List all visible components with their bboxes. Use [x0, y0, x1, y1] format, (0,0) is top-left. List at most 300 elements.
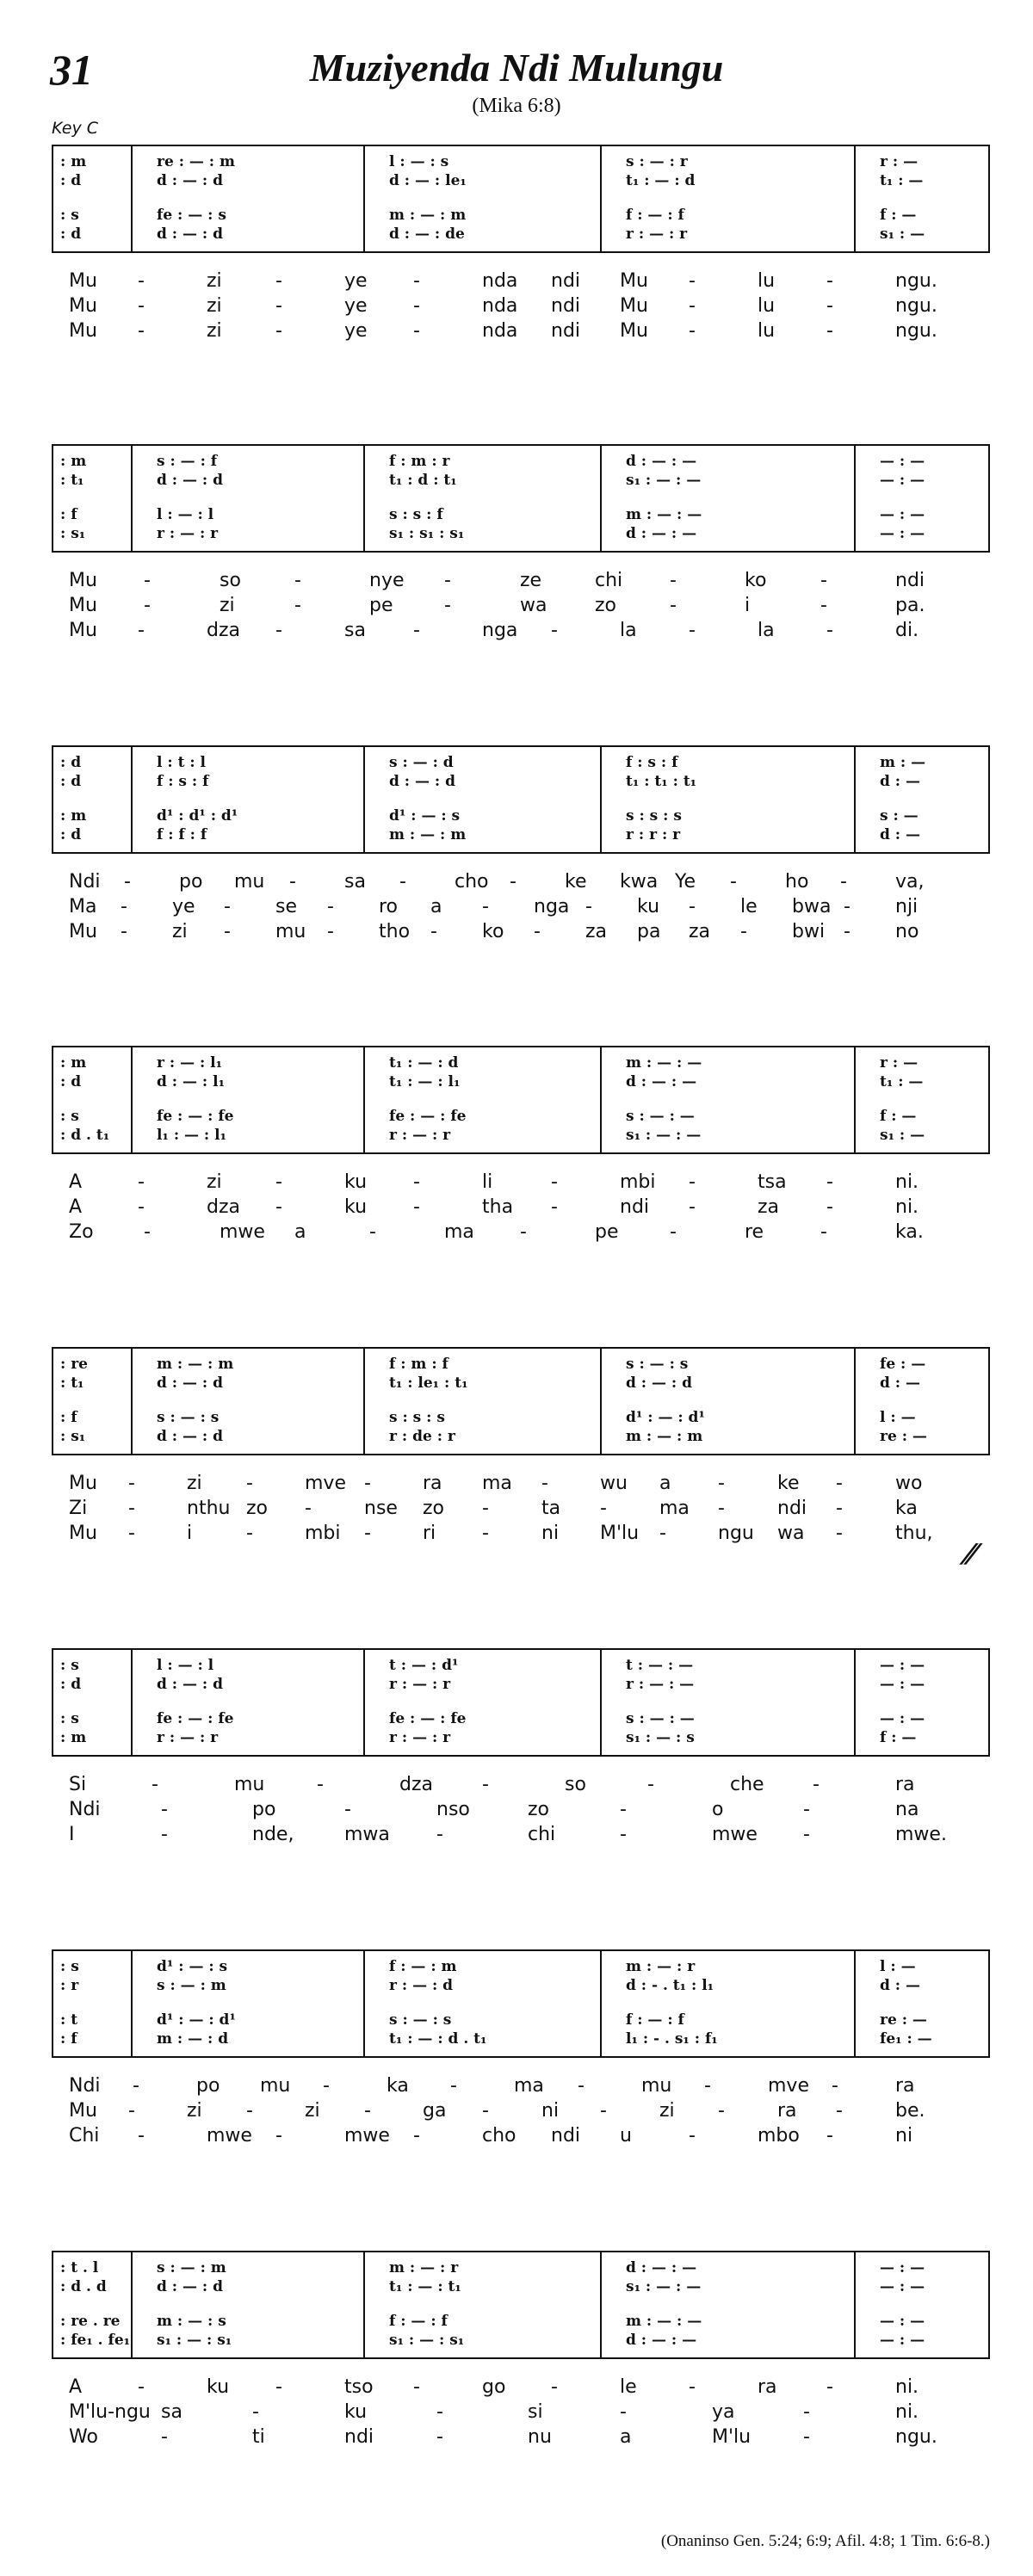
measure-notes: — : —	[880, 525, 925, 542]
notation-system	[52, 1046, 990, 1330]
measure-notes: — : —	[880, 453, 925, 470]
measure-notes: d : — : —	[626, 1073, 697, 1090]
lyric-syllable: -	[144, 570, 151, 591]
measure-notes: l : t : l	[157, 754, 206, 771]
measure-notes: d : — : d	[626, 1374, 692, 1392]
lyric-syllable: -	[620, 1799, 627, 1820]
voice-row	[53, 1054, 992, 1075]
solfa-staff	[52, 745, 990, 854]
lyric-syllable: -	[275, 2376, 282, 2398]
lyric-syllable: dza	[207, 620, 240, 641]
lyric-syllable: M'lu-ngu	[69, 2401, 151, 2423]
notation-system	[52, 1648, 990, 1932]
measure-notes: l : — : s	[389, 153, 449, 170]
measure-notes: f : — : m	[389, 1958, 457, 1975]
measure-notes: s : — : f	[157, 453, 218, 470]
lyric-syllable: Wo	[69, 2426, 98, 2448]
lyric-syllable: Mu	[69, 1523, 97, 1544]
measure-notes: d : — : de	[389, 225, 465, 243]
lyric-syllable: -	[803, 2426, 810, 2448]
lyric-syllable: -	[369, 1221, 376, 1243]
lyric-syllable: po	[179, 871, 203, 893]
measure-notes: d : — : d	[157, 172, 223, 189]
lyric-syllable: kwa	[620, 871, 659, 893]
measure-notes: l₁ : — : l₁	[157, 1127, 227, 1144]
lyric-syllable: zo	[423, 1498, 445, 1519]
lyric-syllable: ra	[895, 2075, 915, 2097]
lyric-syllable: ya	[712, 2401, 735, 2423]
measure-notes: s : — : m	[157, 2259, 226, 2276]
lyric-syllable: Mu	[69, 595, 97, 616]
lyric-syllable: -	[820, 570, 827, 591]
measure-notes: — : —	[880, 2332, 925, 2349]
lyric-syllable: -	[430, 921, 437, 942]
lyric-syllable: po	[196, 2075, 220, 2097]
measure-notes: — : —	[880, 506, 925, 523]
measure-notes: s₁ : — : —	[626, 472, 702, 489]
lyric-syllable: mve	[305, 1473, 346, 1494]
hymn-subtitle: (Mika 6:8)	[472, 95, 561, 117]
lyric-syllable: ndi	[620, 1196, 650, 1218]
lyric-syllable: -	[246, 2100, 253, 2122]
lyric-syllable: -	[444, 570, 451, 591]
measure-notes: m : — : s	[157, 2313, 226, 2330]
lyric-syllable: -	[689, 2125, 696, 2147]
lyric-syllable: Mu	[620, 320, 648, 342]
measure-notes: d¹ : — : d¹	[157, 2011, 236, 2029]
lyric-syllable: o	[712, 1799, 724, 1820]
lyric-syllable: -	[826, 2125, 833, 2147]
measure-notes: : d	[60, 773, 82, 790]
measure-notes: d : — : —	[626, 525, 697, 542]
hymn-number: 31	[50, 46, 93, 94]
lyric-syllable: -	[138, 1196, 145, 1218]
lyric-syllable: -	[659, 1523, 666, 1544]
lyric-syllable: ngu.	[895, 320, 937, 342]
voice-row	[53, 1409, 992, 1430]
lyric-syllable: ma	[482, 1473, 512, 1494]
lyric-syllable: mu	[260, 2075, 291, 2097]
measure-notes: s : — : —	[626, 1108, 695, 1125]
lyric-syllable: zi	[220, 595, 235, 616]
lyric-syllable: ku	[344, 1171, 368, 1193]
lyric-syllable: le	[740, 896, 758, 917]
measure-notes: — : —	[880, 2278, 925, 2295]
measure-notes: l₁ : - . s₁ : f₁	[626, 2030, 718, 2048]
lyric-syllable: so	[220, 570, 241, 591]
lyric-syllable: Mu	[69, 295, 97, 317]
lyric-syllable: Ndi	[69, 2075, 101, 2097]
measure-notes: re : —	[880, 1428, 927, 1445]
voice-row	[53, 1657, 992, 1677]
lyric-syllable: ka	[387, 2075, 409, 2097]
measure-notes: f : — : f	[389, 2313, 448, 2330]
lyric-syllable: -	[585, 896, 592, 917]
lyric-syllable: wa	[777, 1523, 805, 1544]
lyric-syllable: -	[138, 1171, 145, 1193]
lyric-syllable: -	[275, 620, 282, 641]
lyric-syllable: u	[620, 2125, 632, 2147]
lyric-syllable: Mu	[69, 620, 97, 641]
lyric-syllable: -	[620, 2401, 627, 2423]
lyric-syllable: -	[413, 270, 420, 292]
measure-notes: re : — : m	[157, 153, 235, 170]
measure-notes: r : — : r	[389, 1676, 451, 1693]
lyric-line	[52, 896, 990, 920]
measure-notes: s₁ : — : —	[626, 1127, 702, 1144]
lyric-syllable: -	[826, 320, 833, 342]
measure-notes: d : — : d	[157, 225, 223, 243]
voice-row	[53, 1676, 992, 1696]
measure-notes: — : —	[880, 472, 925, 489]
lyric-syllable: -	[138, 270, 145, 292]
lyric-syllable: -	[413, 2376, 420, 2398]
lyric-syllable: ndi	[777, 1498, 807, 1519]
lyric-syllable: -	[364, 2100, 371, 2122]
measure-notes: r : — : r	[157, 525, 219, 542]
lyric-syllable: nde,	[252, 1824, 294, 1845]
measure-notes: : f	[60, 506, 77, 523]
lyric-syllable: -	[294, 595, 301, 616]
lyric-syllable: ngu.	[895, 295, 937, 317]
voice-row	[53, 826, 992, 847]
lyric-syllable: M'lu	[712, 2426, 752, 2448]
lyric-syllable: Ye	[675, 871, 696, 893]
lyric-syllable: mu	[234, 871, 265, 893]
lyric-syllable: zo	[595, 595, 617, 616]
measure-notes: f : m : r	[389, 453, 450, 470]
measure-notes: : re . re	[60, 2313, 121, 2330]
measure-notes: t₁ : — : d . t₁	[389, 2030, 487, 2048]
lyric-syllable: -	[813, 1774, 820, 1795]
lyric-syllable: -	[620, 1824, 627, 1845]
measure-notes: d : — : d	[389, 773, 455, 790]
lyric-syllable: zi	[305, 2100, 320, 2122]
lyric-syllable: che	[730, 1774, 764, 1795]
measure-notes: d¹ : — : s	[157, 1958, 228, 1975]
lyric-line	[52, 871, 990, 895]
notation-system	[52, 2251, 990, 2535]
lyric-syllable: ndi	[895, 570, 925, 591]
measure-notes: f : s : f	[157, 773, 209, 790]
measure-notes: m : — : m	[389, 207, 467, 224]
measure-notes: : t₁	[60, 472, 84, 489]
measure-notes: m : — : m	[157, 1356, 234, 1373]
lyric-syllable: a	[430, 896, 442, 917]
lyric-syllable: ndi	[551, 2125, 581, 2147]
lyric-syllable: -	[413, 1196, 420, 1218]
lyric-syllable: -	[323, 2075, 330, 2097]
lyric-syllable: -	[317, 1774, 324, 1795]
measure-notes: fe : — : s	[157, 207, 226, 224]
voice-row	[53, 754, 992, 775]
lyric-syllable: ndi	[344, 2426, 374, 2448]
lyric-syllable: cho	[482, 2125, 516, 2147]
lyric-syllable: mu	[234, 1774, 265, 1795]
lyric-syllable: -	[689, 320, 696, 342]
lyric-syllable: -	[413, 620, 420, 641]
measure-notes: s : s : s	[389, 1409, 445, 1426]
lyric-syllable: -	[124, 871, 131, 893]
measure-notes: d : — : d	[157, 1374, 223, 1392]
lyric-syllable: pe	[595, 1221, 619, 1243]
lyric-syllable: ma	[659, 1498, 690, 1519]
lyric-syllable: lu	[758, 295, 776, 317]
lyric-syllable: -	[730, 871, 737, 893]
lyric-syllable: -	[740, 921, 747, 942]
lyric-syllable: -	[826, 295, 833, 317]
lyric-syllable: nji	[895, 896, 919, 917]
measure-notes: m : —	[880, 754, 926, 771]
measure-notes: s₁ : — : s₁	[389, 2332, 465, 2349]
measure-notes: t : — : d¹	[389, 1657, 459, 1674]
measure-notes: t₁ : — : l₁	[389, 1073, 461, 1090]
lyric-syllable: nse	[364, 1498, 398, 1519]
lyric-syllable: mu	[275, 921, 306, 942]
measure-notes: : s₁	[60, 525, 86, 542]
lyric-syllable: -	[138, 620, 145, 641]
lyric-syllable: re	[745, 1221, 764, 1243]
lyric-syllable: tsa	[758, 1171, 787, 1193]
lyric-syllable: tho	[379, 921, 411, 942]
measure-notes: — : —	[880, 2313, 925, 2330]
measure-notes: fe : — : fe	[389, 1108, 467, 1125]
lyric-syllable: -	[413, 295, 420, 317]
measure-notes: — : —	[880, 1710, 925, 1727]
lyric-syllable: -	[844, 921, 851, 942]
measure-notes: : d	[60, 826, 82, 843]
lyric-syllable: sa	[161, 2401, 182, 2423]
lyric-syllable: li	[482, 1171, 493, 1193]
measure-notes: d : - . t₁ : l₁	[626, 1977, 714, 1994]
repeat-mark: //	[956, 1539, 980, 1569]
lyric-syllable: -	[144, 595, 151, 616]
lyric-syllable: ye	[344, 295, 368, 317]
lyric-syllable: -	[803, 1799, 810, 1820]
measure-notes: fe : — : fe	[389, 1710, 467, 1727]
measure-notes: s : — : s	[389, 2011, 452, 2029]
measure-notes: : s	[60, 1710, 79, 1727]
measure-notes: d : — : l₁	[157, 1073, 226, 1090]
voice-row	[53, 525, 992, 546]
measure-notes: : s	[60, 1108, 79, 1125]
measure-notes: t₁ : d : t₁	[389, 472, 457, 489]
measure-notes: r : r : r	[626, 826, 681, 843]
lyric-syllable: ma	[514, 2075, 544, 2097]
measure-notes: d : — : —	[626, 2259, 697, 2276]
lyric-syllable: -	[327, 921, 334, 942]
measure-notes: s₁ : — : s	[626, 1729, 695, 1746]
measure-notes: r : — : r	[157, 1729, 219, 1746]
measure-notes: t₁ : le₁ : t₁	[389, 1374, 468, 1392]
lyric-syllable: nthu	[187, 1498, 231, 1519]
lyric-syllable: -	[826, 1171, 833, 1193]
lyric-syllable: tha	[482, 1196, 514, 1218]
lyric-syllable: zi	[207, 320, 222, 342]
lyric-syllable: -	[551, 620, 558, 641]
measure-notes: s : s : f	[389, 506, 443, 523]
measure-notes: — : —	[880, 1676, 925, 1693]
lyric-syllable: -	[128, 2100, 135, 2122]
measure-notes: r : — : r	[389, 1729, 451, 1746]
lyric-syllable: zi	[172, 921, 188, 942]
voice-row	[53, 1428, 992, 1449]
lyric-line	[52, 2376, 990, 2400]
lyric-line	[52, 320, 990, 344]
lyric-syllable: -	[138, 320, 145, 342]
lyric-syllable: -	[578, 2075, 585, 2097]
measure-notes: r : —	[880, 153, 919, 170]
voice-row	[53, 2011, 992, 2032]
lyric-syllable: -	[551, 1171, 558, 1193]
lyric-syllable: se	[275, 896, 297, 917]
lyric-syllable: a	[620, 2426, 632, 2448]
measure-notes: : d	[60, 172, 82, 189]
measure-notes: : d	[60, 1676, 82, 1693]
lyric-line	[52, 1171, 990, 1195]
lyric-syllable: ra	[895, 1774, 915, 1795]
lyric-syllable: chi	[595, 570, 623, 591]
measure-notes: r : —	[880, 1054, 919, 1072]
lyric-syllable: -	[224, 896, 231, 917]
lyric-syllable: si	[528, 2401, 543, 2423]
measure-notes: : r	[60, 1977, 79, 1994]
lyric-syllable: -	[832, 2075, 838, 2097]
measure-notes: f : f : f	[157, 826, 207, 843]
lyric-syllable: wo	[895, 1473, 923, 1494]
lyric-syllable: -	[541, 1473, 548, 1494]
measure-notes: fe₁ : —	[880, 2030, 932, 2048]
lyric-syllable: ye	[344, 320, 368, 342]
lyric-syllable: ti	[252, 2426, 265, 2448]
lyric-syllable: ni.	[895, 2376, 919, 2398]
lyric-line	[52, 620, 990, 644]
lyric-syllable: -	[144, 1221, 151, 1243]
lyric-syllable: -	[551, 2376, 558, 2398]
lyric-syllable: nso	[436, 1799, 470, 1820]
lyric-syllable: so	[565, 1774, 586, 1795]
lyric-syllable: mbo	[758, 2125, 800, 2147]
lyric-syllable: ro	[379, 896, 399, 917]
lyric-syllable: tso	[344, 2376, 374, 2398]
lyric-line	[52, 2075, 990, 2099]
measure-notes: : d . t₁	[60, 1127, 110, 1144]
lyric-syllable: mwe	[207, 2125, 252, 2147]
lyric-syllable: mwa	[344, 1824, 390, 1845]
lyric-line	[52, 1799, 990, 1823]
lyric-line	[52, 295, 990, 319]
lyric-syllable: ku	[344, 2401, 368, 2423]
lyric-syllable: Ndi	[69, 871, 101, 893]
lyric-line	[52, 1221, 990, 1245]
lyric-syllable: nye	[369, 570, 405, 591]
measure-notes: t₁ : t₁ : t₁	[626, 773, 697, 790]
voice-row	[53, 773, 992, 794]
lyric-syllable: -	[840, 871, 847, 893]
lyric-syllable: -	[670, 570, 677, 591]
lyric-syllable: i	[745, 595, 751, 616]
measure-notes: s₁ : — : s₁	[157, 2332, 232, 2349]
lyric-syllable: -	[364, 1473, 371, 1494]
lyric-line	[52, 595, 990, 619]
measure-notes: d : — : d	[157, 1428, 223, 1445]
lyric-line	[52, 1498, 990, 1522]
lyric-syllable: -	[689, 896, 696, 917]
scripture-reference: (Onaninso Gen. 5:24; 6:9; Afil. 4:8; 1 Tim. 6:6-8.)	[660, 2532, 990, 2550]
lyric-syllable: -	[161, 1824, 168, 1845]
hymn-title: Muziyenda Ndi Mulungu	[309, 46, 724, 90]
lyric-syllable: -	[275, 295, 282, 317]
lyric-syllable: -	[718, 1473, 725, 1494]
measure-notes: r : — : d	[389, 1977, 454, 1994]
lyric-syllable: le	[620, 2376, 637, 2398]
measure-notes: m : — : —	[626, 2313, 702, 2330]
measure-notes: f : m : f	[389, 1356, 448, 1373]
lyric-syllable: Mu	[69, 1473, 97, 1494]
lyric-syllable: -	[704, 2075, 711, 2097]
solfa-staff	[52, 145, 990, 253]
lyric-syllable: ra	[777, 2100, 797, 2122]
lyric-syllable: -	[289, 871, 296, 893]
lyric-syllable: -	[246, 1523, 253, 1544]
measure-notes: : fe₁ . fe₁	[60, 2332, 131, 2349]
lyric-syllable: ri	[423, 1523, 436, 1544]
lyric-syllable: -	[246, 1473, 253, 1494]
measure-notes: d : —	[880, 1977, 920, 1994]
lyric-syllable: -	[826, 620, 833, 641]
measure-notes: m : — : m	[389, 826, 467, 843]
measure-notes: : m	[60, 807, 87, 825]
lyric-syllable: ni	[541, 1523, 560, 1544]
lyric-syllable: ta	[541, 1498, 561, 1519]
lyric-syllable: -	[138, 295, 145, 317]
solfa-staff	[52, 1949, 990, 2058]
lyric-syllable: A	[69, 2376, 83, 2398]
lyric-syllable: -	[224, 921, 231, 942]
measure-notes: : s	[60, 1958, 79, 1975]
lyric-syllable: -	[844, 896, 851, 917]
lyric-syllable: -	[803, 2401, 810, 2423]
voice-row	[53, 472, 992, 492]
lyric-syllable: -	[399, 871, 406, 893]
lyric-syllable: ko	[745, 570, 767, 591]
measure-notes: m : — : —	[626, 1054, 702, 1072]
lyric-syllable: ngu	[718, 1523, 754, 1544]
lyric-syllable: -	[718, 1498, 725, 1519]
lyric-line	[52, 1523, 990, 1547]
lyric-syllable: mbi	[305, 1523, 341, 1544]
lyric-syllable: ni.	[895, 1171, 919, 1193]
measure-notes: f : —	[880, 207, 917, 224]
lyric-syllable: -	[152, 1774, 158, 1795]
lyric-syllable: -	[836, 1473, 843, 1494]
lyric-syllable: mve	[768, 2075, 809, 2097]
notation-system	[52, 145, 990, 429]
lyric-syllable: -	[364, 1523, 371, 1544]
voice-row	[53, 2278, 992, 2299]
voice-row	[53, 1958, 992, 1979]
lyric-syllable: di.	[895, 620, 919, 641]
measure-notes: s : s : s	[626, 807, 682, 825]
measure-notes: : t	[60, 2011, 78, 2029]
lyric-syllable: -	[689, 295, 696, 317]
lyric-syllable: nda	[482, 270, 518, 292]
notation-system	[52, 444, 990, 728]
lyric-syllable: mu	[641, 2075, 672, 2097]
lyric-syllable: -	[413, 1171, 420, 1193]
lyric-syllable: A	[69, 1171, 83, 1193]
measure-notes: s₁ : — : —	[626, 2278, 702, 2295]
